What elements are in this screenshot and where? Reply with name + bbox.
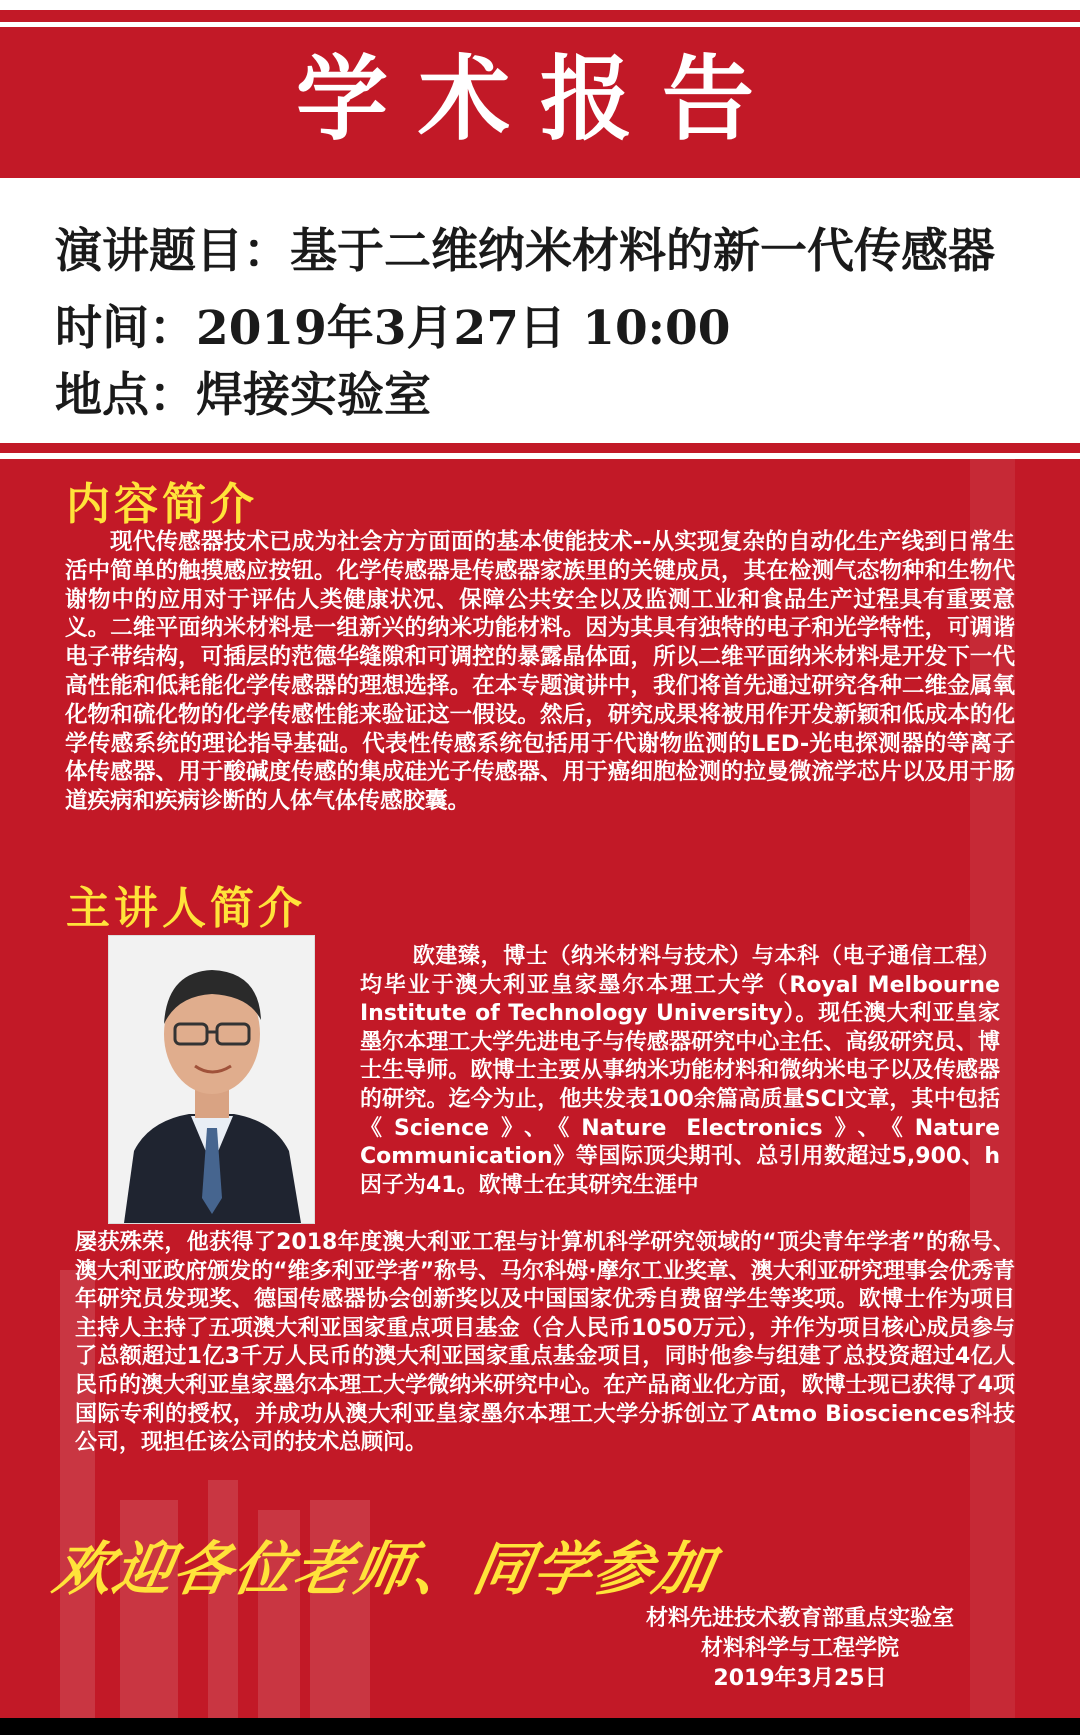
speaker-bio-side: 欧建臻，博士（纳米材料与技术）与本科（电子通信工程）均毕业于澳大利亚皇家墨尔本理工大学（Royal Melbourne Institute of Technology University）。现任澳大利亚皇家墨尔本理工大学先进电子与传感器研究中心主任、高级研究员、博士生导师。欧博士主要从事纳米功能材料和微纳米电子以及传感器的研究。迄今为止，他共发表100余篇高质量SCI文章，其中包括《Science》、《Nature Electronics》、《Nature Communication》等国际顶尖期刊、总引用数超过5,900、h因子为41。欧博士在其研究生涯中 [360, 944, 1000, 1198]
top-divider [0, 22, 1080, 27]
divider [0, 443, 1080, 453]
intro-heading: 内容简介 [66, 479, 258, 530]
speaker-heading: 主讲人简介 [66, 883, 306, 934]
footer-org-lab: 材料先进技术教育部重点实验室 [645, 1606, 954, 1631]
talk-place: 地点：焊接实验室 [55, 368, 431, 423]
poster-title: 学术报告 [295, 46, 784, 153]
divider [0, 453, 1080, 459]
intro-text: 现代传感器技术已成为社会方方面面的基本使能技术--从实现复杂的自动化生产线到日常生活中简单的触摸感应按钮。化学传感器是传感器家族里的关键成员，其在检测气态物种和生物代谢物中的应用对于评估人类健康状况、保障公共安全以及监测工业和食品生产过程具有重要意义。二维平面纳米材料是一组新兴的纳米功能材料。因为其具有独特的电子和光学特性，可调谐电子带结构，可插层的范德华缝隙和可调控的暴露晶体面，所以二维平面纳米材料是开发下一代高性能和低耗能化学传感器的理想选择。在本专题演讲中，我们将首先通过研究各种二维金属氧化物和硫化物的化学传感性能来验证这一假设。然后，研究成果将被用作开发新颖和低成本的化学传感系统的理论指导基础。代表性传感系统包括用于代谢物监测的LED-光电探测器的等离子体传感器、用于酸碱度传感的集成硅光子传感器、用于癌细胞检测的拉曼微流学芯片以及用于肠道疾病和疾病诊断的人体气体传感胶囊。 [65, 529, 1015, 815]
footer-org-school: 材料科学与工程学院 [700, 1636, 899, 1661]
talk-time: 时间：2019年3月27日 10:00 [55, 301, 731, 356]
talk-topic: 演讲题目：基于二维纳米材料的新一代传感器 [55, 224, 995, 279]
info-panel [0, 178, 1080, 443]
footer-date: 2019年3月25日 [713, 1666, 887, 1691]
speaker-bio-continued: 屡获殊荣，他获得了2018年度澳大利亚工程与计算机科学研究领域的“顶尖青年学者”的称号、澳大利亚政府颁发的“维多利亚学者”称号、马尔科姆·摩尔工业奖章、澳大利亚研究理事会优秀青年研究员发现奖、德国传感器协会创新奖以及中国国家优秀自费留学生等奖项。欧博士作为项目主持人主持了五项澳大利亚国家重点项目基金（合人民币1050万元），并作为项目核心成员参与了总额超过1亿3千万人民币的澳大利亚国家重点基金项目，同时他参与组建了总投资超过4亿人民币的澳大利亚皇家墨尔本理工大学微纳米研究中心。在产品商业化方面，欧博士现已获得了4项国际专利的授权，并成功从澳大利亚皇家墨尔本理工大学分拆创立了Atmo Biosciences科技公司，现担任该公司的技术总顾问。 [75, 1230, 1015, 1456]
speaker-photo [108, 935, 315, 1224]
welcome-slogan: 欢迎各位老师、同学参加 [48, 1535, 721, 1603]
top-divider [0, 0, 1080, 10]
